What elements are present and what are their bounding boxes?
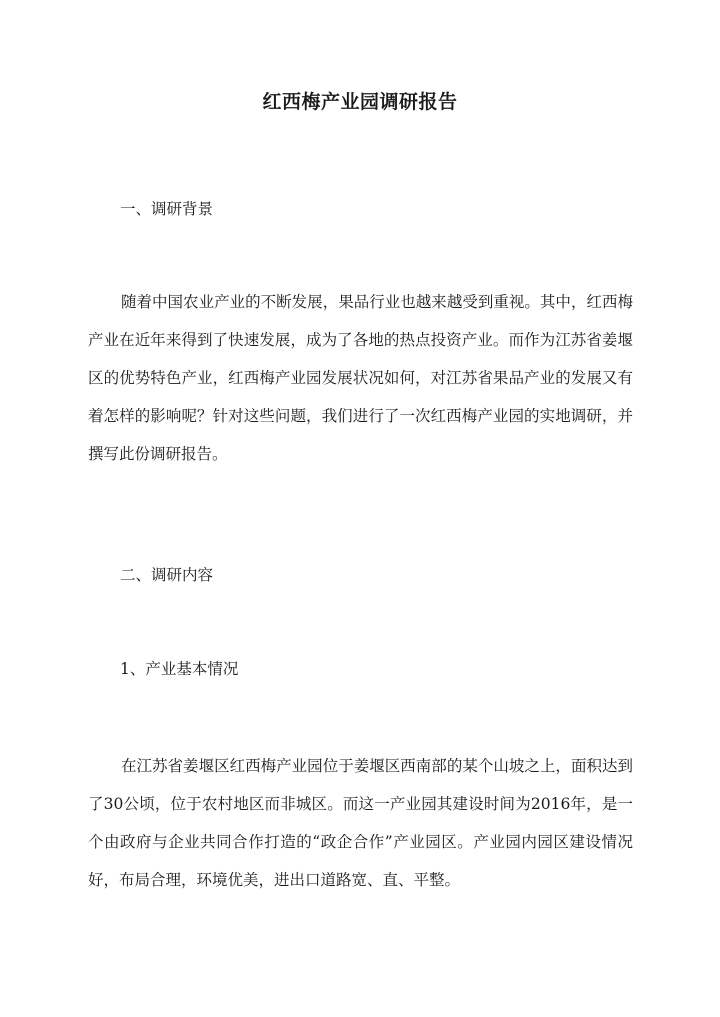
section-heading-background: 一、调研背景 [120,200,214,218]
document-title: 红西梅产业园调研报告 [262,91,458,113]
paragraph-basic-info: 在江苏省姜堰区红西梅产业园位于姜堰区西南部的某个山坡之上，面积达到了30公顷，位于农村地区而非城区。而这一产业园其建设时间为2016年，是一个由政府与企业共同合作打造的“政企合作”产业园区。产业园内园区建设情况好，布局合理，环境优美，进出口道路宽、直、平整。 [88,757,633,889]
subsection-heading-basic-info: 1、产业基本情况 [120,660,239,678]
paragraph-background: 随着中国农业产业的不断发展，果品行业也越来越受到重视。其中，红西梅产业在近年来得到了快速发展，成为了各地的热点投资产业。而作为江苏省姜堰区的优势特色产业，红西梅产业园发展状况如何，对江苏省果品产业的发展又有着怎样的影响呢？针对这些问题，我们进行了一次红西梅产业园的实地调研，并撰写此份调研报告。 [88,293,633,463]
section-heading-content: 二、调研内容 [120,566,214,584]
